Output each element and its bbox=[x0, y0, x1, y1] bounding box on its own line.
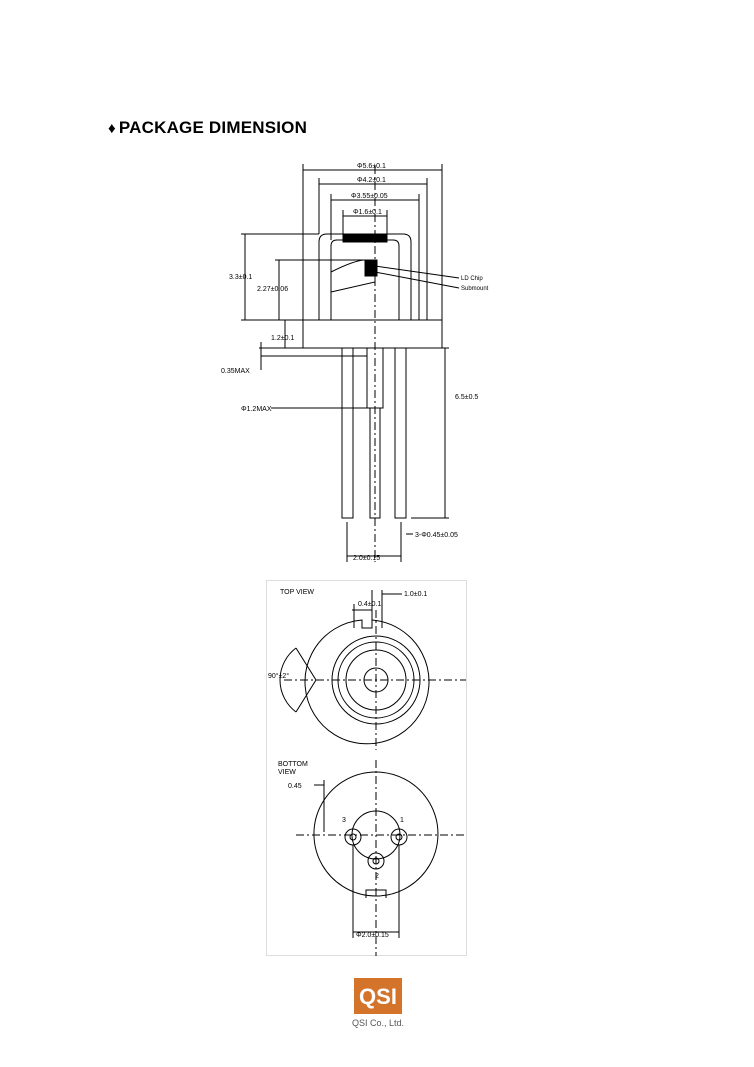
dim-chip-height: 2.27±0.06 bbox=[257, 286, 289, 293]
pin-2-label: 2 bbox=[375, 873, 379, 880]
dim-pin-lead: 0.45 bbox=[288, 783, 302, 790]
dim-window-dia: Φ3.55±0.05 bbox=[351, 193, 388, 200]
dim-outer-dia: Φ5.6±0.1 bbox=[357, 163, 386, 170]
dim-lead-length: 6.5±0.5 bbox=[455, 394, 479, 401]
label-bottom-view-2: VIEW bbox=[278, 769, 296, 776]
dim-tab-depth: 0.4±0.1 bbox=[358, 601, 382, 608]
dim-pcd: Φ2.0±0.15 bbox=[356, 932, 389, 939]
plan-view-drawing bbox=[266, 580, 467, 956]
label-top-view: TOP VIEW bbox=[280, 589, 314, 596]
dim-cap-dia: Φ4.2±0.1 bbox=[357, 177, 386, 184]
side-view-drawing bbox=[215, 142, 498, 570]
dim-angle: 90°±2° bbox=[268, 673, 290, 680]
page-title bbox=[108, 118, 307, 138]
dim-center-max: Φ1.2MAX bbox=[241, 406, 272, 413]
dim-inner-dia: Φ1.6±0.1 bbox=[353, 209, 382, 216]
dim-lead-dia: 3-Φ0.45±0.05 bbox=[415, 532, 458, 539]
dim-height: 3.3±0.1 bbox=[229, 274, 253, 281]
pin-3-label: 3 bbox=[342, 817, 346, 824]
label-submount: Submount bbox=[461, 286, 489, 292]
logo-caption: QSI Co., Ltd. bbox=[352, 1018, 405, 1028]
logo-mark: QSI bbox=[359, 984, 397, 1009]
label-bottom-view-1: BOTTOM bbox=[278, 761, 308, 768]
dim-tab-width: 1.0±0.1 bbox=[404, 591, 428, 598]
page-title-text: PACKAGE DIMENSION bbox=[118, 118, 308, 137]
dim-pin-spacing: 2.0±0.15 bbox=[353, 555, 381, 562]
label-ld-chip: LD Chip bbox=[461, 276, 483, 282]
bullet-diamond-icon: ♦ bbox=[108, 119, 116, 137]
dim-base-thickness: 1.2±0.1 bbox=[271, 335, 295, 342]
pin-1-label: 1 bbox=[400, 817, 404, 824]
dim-gap-max: 0.35MAX bbox=[221, 368, 250, 375]
